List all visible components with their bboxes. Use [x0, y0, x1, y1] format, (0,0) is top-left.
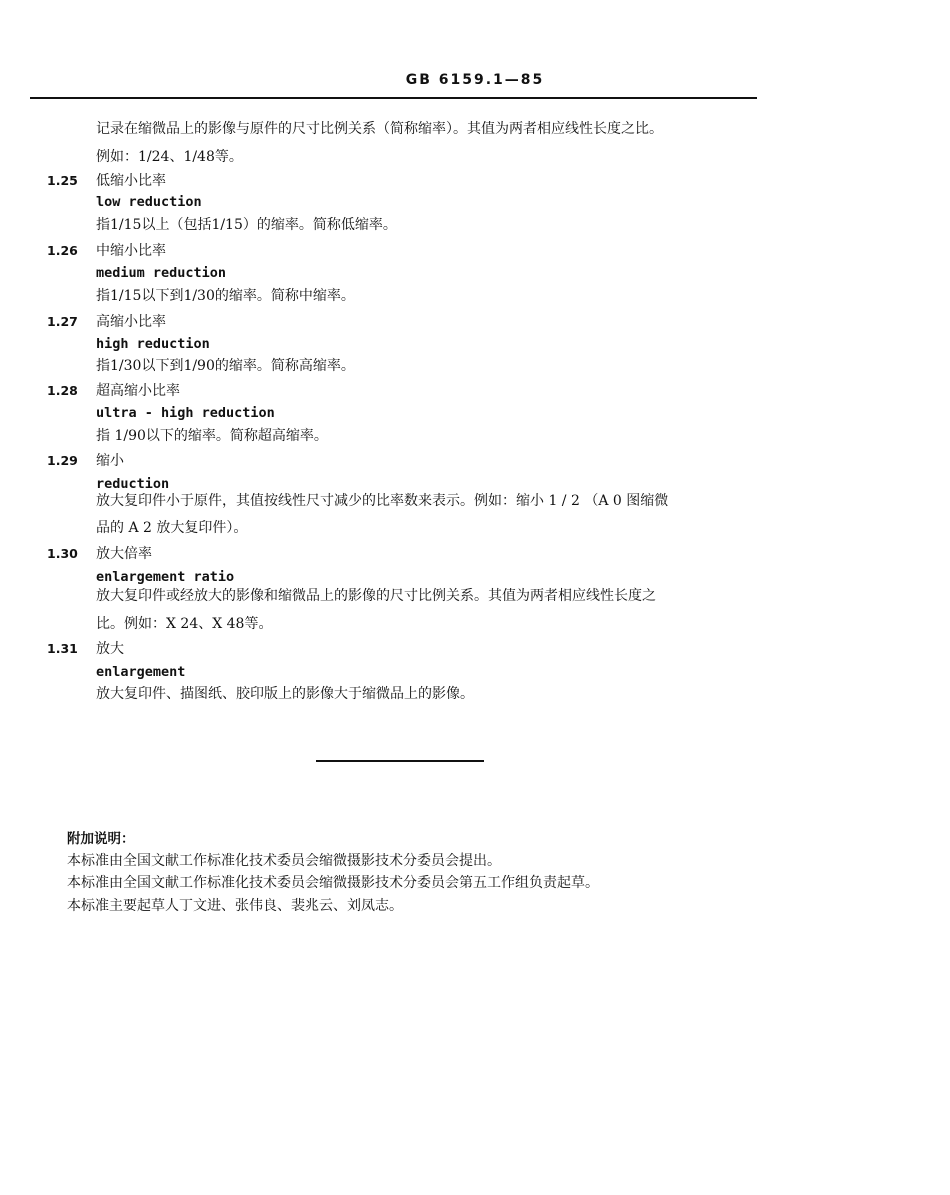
additional-notes-title: 附加说明： — [67, 831, 135, 847]
term-english-name: enlargement — [96, 664, 186, 680]
intro-text-line-1: 记录在缩微品上的影像与原件的尺寸比例关系（简称缩率）。其值为两者相应线性长度之比。 — [96, 121, 663, 137]
term-definition: 指1/30以下到1/90的缩率。简称高缩率。 — [96, 358, 355, 374]
term-chinese-name: 超高缩小比率 — [96, 383, 180, 399]
header-rule — [30, 97, 757, 99]
term-number: 1.28 — [47, 383, 78, 398]
term-chinese-name: 缩小 — [96, 453, 124, 469]
intro-text-line-2: 例如：1/24、1/48等。 — [96, 149, 243, 165]
term-english-name: medium reduction — [96, 265, 227, 281]
term-english-name: enlargement ratio — [96, 569, 235, 585]
term-definition: 品的 A 2 放大复印件）。 — [96, 520, 248, 536]
term-english-name: low reduction — [96, 194, 202, 210]
term-definition: 指 1/90以下的缩率。简称超高缩率。 — [96, 428, 328, 444]
term-number: 1.26 — [47, 243, 78, 258]
additional-notes-line: 本标准主要起草人丁文进、张伟良、裴兆云、刘凤志。 — [67, 898, 403, 914]
term-english-name: ultra - high reduction — [96, 405, 275, 421]
term-chinese-name: 放大 — [96, 641, 124, 657]
term-chinese-name: 低缩小比率 — [96, 173, 166, 189]
additional-notes-line: 本标准由全国文献工作标准化技术委员会缩微摄影技术分委员会提出。 — [67, 853, 501, 869]
term-chinese-name: 放大倍率 — [96, 546, 152, 562]
term-number: 1.29 — [47, 453, 78, 468]
term-english-name: reduction — [96, 476, 170, 492]
term-chinese-name: 中缩小比率 — [96, 243, 166, 259]
term-definition: 指1/15以下到1/30的缩率。简称中缩率。 — [96, 288, 355, 304]
term-english-name: high reduction — [96, 336, 210, 352]
term-definition: 比。例如：X 24、X 48等。 — [96, 616, 273, 632]
additional-notes-line: 本标准由全国文献工作标准化技术委员会缩微摄影技术分委员会第五工作组负责起草。 — [67, 875, 599, 891]
term-number: 1.25 — [47, 173, 78, 188]
term-number: 1.30 — [47, 546, 78, 561]
term-definition: 指1/15以上（包括1/15）的缩率。简称低缩率。 — [96, 217, 397, 233]
term-definition: 放大复印件小于原件，其值按线性尺寸减少的比率数来表示。例如：缩小 1 / 2 （A 0 图缩微 — [96, 493, 669, 509]
term-number: 1.31 — [47, 641, 78, 656]
page-header: GB 6159.1—85 — [405, 72, 545, 88]
term-definition: 放大复印件、描图纸、胶印版上的影像大于缩微品上的影像。 — [96, 686, 474, 702]
section-separator-rule — [316, 760, 484, 762]
term-number: 1.27 — [47, 314, 78, 329]
term-definition: 放大复印件或经放大的影像和缩微品上的影像的尺寸比例关系。其值为两者相应线性长度之 — [96, 588, 656, 604]
term-chinese-name: 高缩小比率 — [96, 314, 166, 330]
